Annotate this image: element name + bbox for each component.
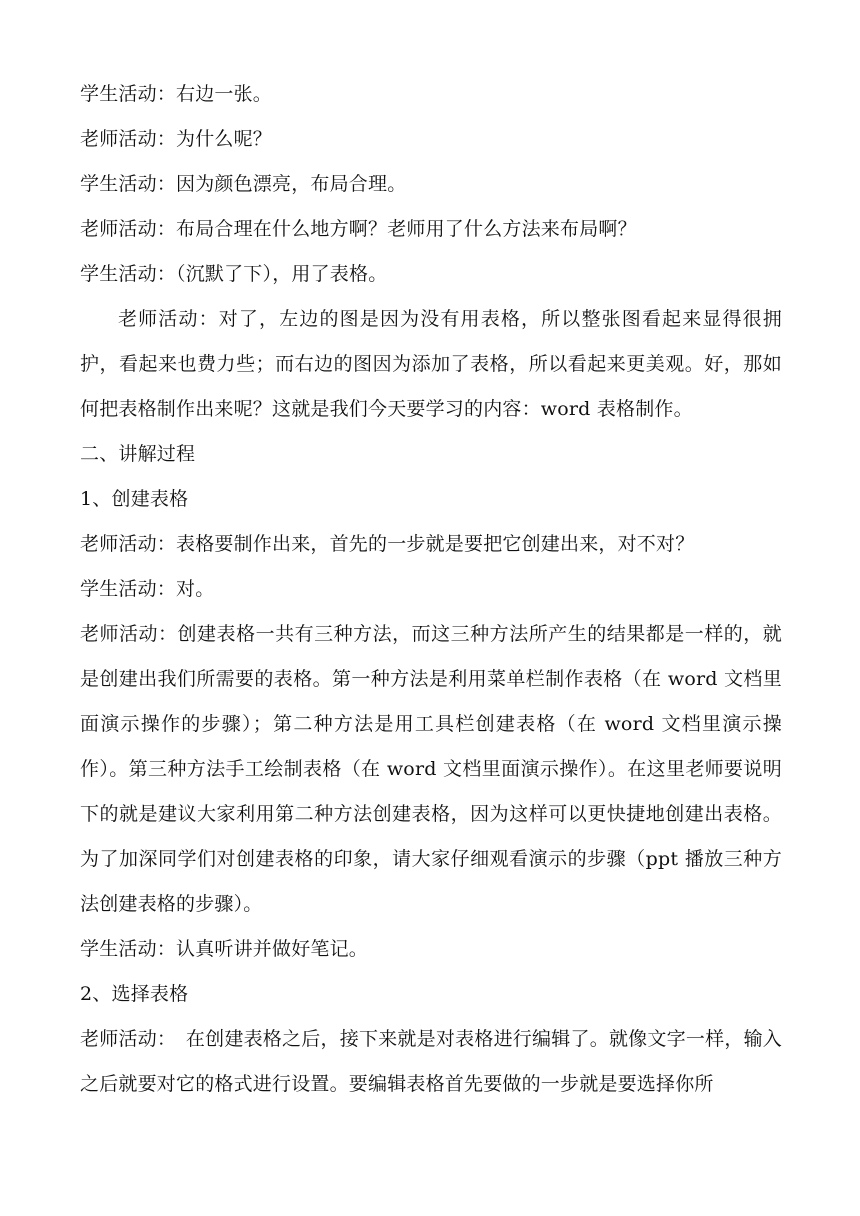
section-heading: 二、讲解过程 [80, 443, 196, 465]
dialogue-line: 学生活动：因为颜色漂亮，布局合理。 [80, 173, 407, 195]
dialogue-line: 学生活动：右边一张。 [80, 83, 273, 105]
dialogue-line: 老师活动：为什么呢？ [80, 128, 273, 150]
dialogue-paragraph: 老师活动： 在创建表格之后，接下来就是对表格进行编辑了。就像文字一样，输入之后就要对它的格式进行设置。要编辑表格首先要做的一步就是要选择你所 [80, 1028, 782, 1095]
document-page [80, 72, 782, 1107]
dialogue-line: 老师活动：表格要制作出来，首先的一步就是要把它创建出来，对不对？ [80, 533, 695, 555]
subsection-heading: 2、选择表格 [80, 983, 189, 1005]
dialogue-line: 学生活动：（沉默了下），用了表格。 [80, 263, 388, 285]
dialogue-line: 老师活动：布局合理在什么地方啊？老师用了什么方法来布局啊？ [80, 218, 637, 240]
dialogue-paragraph: 老师活动：创建表格一共有三种方法，而这三种方法所产生的结果都是一样的，就是创建出我们所需要的表格。第一种方法是利用菜单栏制作表格（在 word 文档里面演示操作的步骤）；第二种方法是用工具栏创建表格（在 word 文档里演示操作）。第三种方法手工绘制表格（在 word 文档里面演示操作）。在这里老师要说明下的就是建议大家利用第二种方法创建表格，因为这样可以更快捷地创建出表格。为了加深同学们对创建表格的印象，请大家仔细观看演示的步骤（ppt 播放三种方法创建表格的步骤）。 [80, 623, 782, 915]
dialogue-line: 学生活动：对。 [80, 578, 215, 600]
dialogue-line: 学生活动：认真听讲并做好笔记。 [80, 938, 369, 960]
subsection-heading: 1、创建表格 [80, 488, 189, 510]
dialogue-paragraph: 老师活动：对了，左边的图是因为没有用表格，所以整张图看起来显得很拥护，看起来也费力些；而右边的图因为添加了表格，所以看起来更美观。好，那如何把表格制作出来呢？这就是我们今天要学习的内容：word 表格制作。 [80, 308, 782, 420]
